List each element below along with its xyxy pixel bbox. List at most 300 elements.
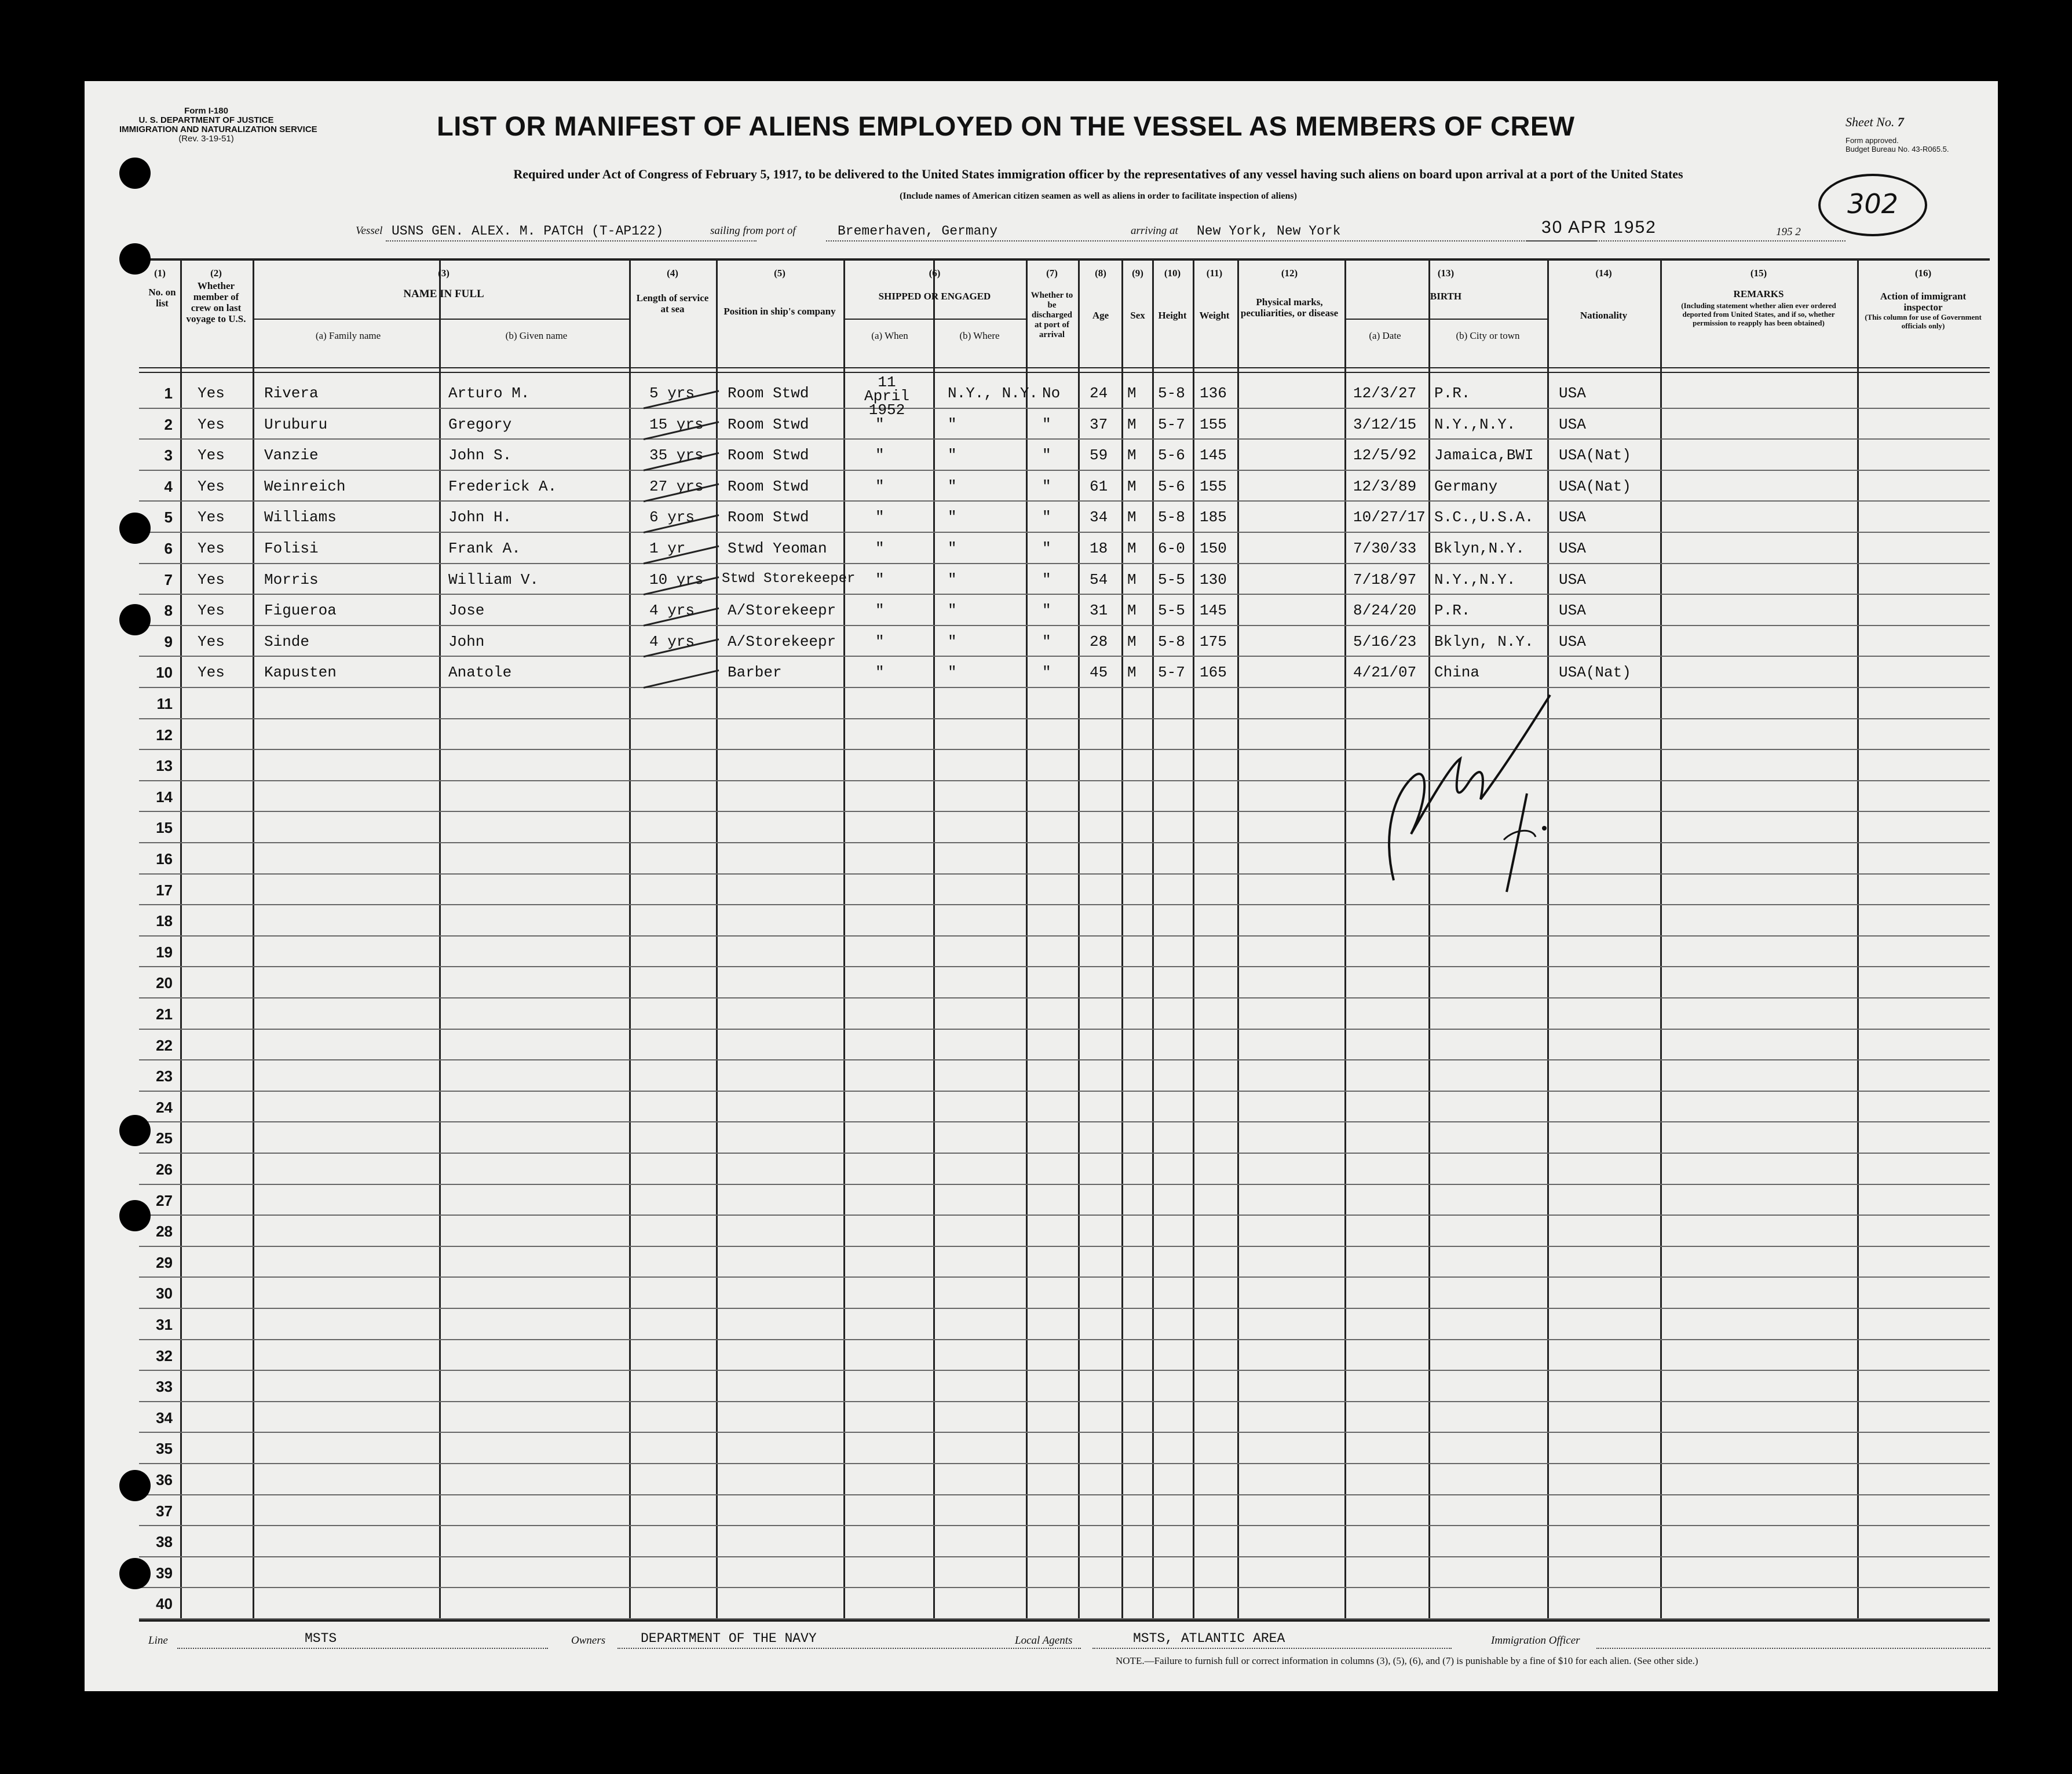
h1-num: (1) xyxy=(154,268,166,279)
header-subrule xyxy=(843,319,1026,320)
shipped-when: " xyxy=(875,447,885,464)
height: 5-6 xyxy=(1158,478,1185,495)
row-number: 15 xyxy=(156,819,173,836)
row-number: 7 xyxy=(164,571,173,588)
h3b-label: (b) Given name xyxy=(505,330,568,341)
row-number: 21 xyxy=(156,1005,173,1023)
row-number: 11 xyxy=(156,695,173,712)
position: Room Stwd xyxy=(728,447,809,464)
row-rule xyxy=(139,1029,1990,1030)
sheet-label: Sheet No. xyxy=(1846,115,1895,129)
officer-underline xyxy=(1596,1648,1990,1649)
sex: M xyxy=(1127,602,1137,619)
row-number: 16 xyxy=(156,850,173,868)
age: 61 xyxy=(1090,478,1108,495)
shipped-where: " xyxy=(948,540,957,557)
h2-num: (2) xyxy=(210,268,222,279)
crew-status: Yes xyxy=(198,571,225,588)
owners-value: DEPARTMENT OF THE NAVY xyxy=(641,1631,817,1646)
column-rule xyxy=(253,261,254,1622)
nationality: USA xyxy=(1559,633,1586,650)
h4-label: Length of service at sea xyxy=(636,292,709,314)
row-number: 38 xyxy=(156,1533,173,1550)
discharged-flag: " xyxy=(1042,571,1051,588)
row-number: 19 xyxy=(156,943,173,961)
birth-date: 12/5/92 xyxy=(1353,447,1417,464)
sheet-value: 7 xyxy=(1897,115,1904,129)
tally-stroke xyxy=(644,422,719,440)
age: 34 xyxy=(1090,509,1108,526)
line-underline xyxy=(177,1648,548,1649)
row-number: 39 xyxy=(156,1564,173,1582)
row-number: 4 xyxy=(164,478,173,495)
row-rule xyxy=(139,1246,1990,1247)
column-rule xyxy=(1152,261,1154,1622)
row-number: 8 xyxy=(164,602,173,619)
discharged-flag: " xyxy=(1042,509,1051,526)
family-name: Rivera xyxy=(264,385,319,402)
header-subrule xyxy=(1344,319,1547,320)
given-name: Jose xyxy=(448,602,485,619)
shipped-where: " xyxy=(948,509,957,526)
birth-date: 10/27/17 xyxy=(1353,509,1426,526)
h13b-label: (b) City or town xyxy=(1456,330,1520,341)
column-rule xyxy=(1193,261,1194,1622)
h1-label: No. on list xyxy=(148,287,176,309)
row-number: 28 xyxy=(156,1223,173,1240)
sheet-number xyxy=(1846,115,1904,130)
row-number: 2 xyxy=(164,416,173,433)
row-rule xyxy=(139,1091,1990,1092)
weight: 136 xyxy=(1200,385,1227,402)
row-number: 35 xyxy=(156,1440,173,1457)
birth-date: 12/3/89 xyxy=(1353,478,1417,495)
row-rule xyxy=(139,1401,1990,1402)
h3a-label: (a) Family name xyxy=(315,330,381,341)
h13-label: BIRTH xyxy=(1430,291,1462,302)
punch-hole xyxy=(119,158,151,189)
departure-port: Bremerhaven, Germany xyxy=(838,224,998,239)
shipped-when: " xyxy=(875,602,885,619)
position: Stwd Yeoman xyxy=(728,540,827,557)
row-rule xyxy=(139,749,1990,750)
h6-num: (6) xyxy=(929,268,941,279)
age: 54 xyxy=(1090,571,1108,588)
row-rule xyxy=(139,1184,1990,1185)
shipped-where: " xyxy=(948,447,957,464)
nationality: USA xyxy=(1559,385,1586,402)
tally-marks xyxy=(632,365,748,741)
row-number: 6 xyxy=(164,540,173,557)
h11-label: Weight xyxy=(1199,310,1230,321)
vessel-name: USNS GEN. ALEX. M. PATCH (T-AP122) xyxy=(392,224,664,239)
row-rule xyxy=(139,500,1990,502)
row-rule xyxy=(139,1463,1990,1464)
row-number: 34 xyxy=(156,1409,173,1426)
row-rule xyxy=(139,1494,1990,1495)
row-rule xyxy=(139,408,1990,409)
agents-label: Local Agents xyxy=(1015,1634,1073,1647)
height: 5-6 xyxy=(1158,447,1185,464)
height: 5-8 xyxy=(1158,633,1185,650)
h12-num: (12) xyxy=(1281,268,1298,279)
weight: 175 xyxy=(1200,633,1227,650)
h7-num: (7) xyxy=(1046,268,1058,279)
circled-number: 302 xyxy=(1818,174,1927,236)
discharged-flag: " xyxy=(1042,664,1051,681)
h16-note: (This column for use of Government officials only) xyxy=(1865,313,1982,330)
row-number: 18 xyxy=(156,912,173,930)
length-of-service: 10 yrs xyxy=(649,571,704,588)
birth-city: P.R. xyxy=(1434,385,1471,402)
tally-stroke xyxy=(644,577,719,595)
punch-hole xyxy=(119,604,151,635)
length-of-service: 4 yrs xyxy=(649,633,695,650)
form-id-block xyxy=(119,106,317,144)
form-dept: U. S. DEPARTMENT OF JUSTICE xyxy=(138,115,274,125)
row-number: 31 xyxy=(156,1316,173,1333)
family-name: Morris xyxy=(264,571,319,588)
birth-date: 12/3/27 xyxy=(1353,385,1417,402)
nationality: USA(Nat) xyxy=(1559,447,1631,464)
family-name: Vanzie xyxy=(264,447,319,464)
line-label: Line xyxy=(148,1634,168,1647)
row-rule xyxy=(139,1587,1990,1588)
row-rule xyxy=(139,1339,1990,1340)
nationality: USA xyxy=(1559,571,1586,588)
row-rule xyxy=(139,438,1990,440)
tally-stroke xyxy=(644,639,719,657)
length-of-service: 35 yrs xyxy=(649,447,704,464)
position: Room Stwd xyxy=(728,416,809,433)
header-rule xyxy=(139,372,1990,373)
birth-city: N.Y.,N.Y. xyxy=(1434,416,1516,433)
length-of-service: 4 yrs xyxy=(649,602,695,619)
h16-num: (16) xyxy=(1914,268,1932,279)
birth-date: 7/30/33 xyxy=(1353,540,1417,557)
page-title: LIST OR MANIFEST OF ALIENS EMPLOYED ON THE VESSEL AS MEMBERS OF CREW xyxy=(437,111,1575,141)
weight: 165 xyxy=(1200,664,1227,681)
sex: M xyxy=(1127,540,1137,557)
h9-num: (9) xyxy=(1132,268,1143,279)
weight: 150 xyxy=(1200,540,1227,557)
arrival-date-stamp: 30 APR 1952 xyxy=(1541,218,1657,237)
column-rule xyxy=(933,261,935,1622)
given-name: John xyxy=(448,633,485,650)
row-rule xyxy=(139,1432,1990,1433)
height: 5-5 xyxy=(1158,602,1185,619)
height: 5-8 xyxy=(1158,385,1185,402)
crew-status: Yes xyxy=(198,447,225,464)
length-of-service: 1 yr xyxy=(649,540,686,557)
crew-status: Yes xyxy=(198,602,225,619)
weight: 155 xyxy=(1200,478,1227,495)
subtitle: Required under Act of Congress of February 5, 1917, to be delivered to the United States immigration officer by the representatives of any vessel having such aliens on board upon arrival at a port of the United States xyxy=(513,167,1683,181)
birth-city: N.Y.,N.Y. xyxy=(1434,571,1516,588)
row-number: 23 xyxy=(156,1067,173,1085)
h7-label: Whether to be discharged at port of arrival xyxy=(1030,291,1073,339)
row-rule xyxy=(139,625,1990,626)
row-rule xyxy=(139,1308,1990,1309)
shipped-where: " xyxy=(948,664,957,681)
position: Stwd Storekeeper xyxy=(722,571,856,587)
crew-status: Yes xyxy=(198,540,225,557)
length-of-service: 5 yrs xyxy=(649,385,695,402)
discharged-flag: " xyxy=(1042,633,1051,650)
family-name: Sinde xyxy=(264,633,310,650)
given-name: Frederick A. xyxy=(448,478,557,495)
column-rule xyxy=(1344,261,1346,1622)
row-number: 10 xyxy=(156,664,173,681)
tally-stroke xyxy=(644,391,719,408)
budget-number: Budget Bureau No. 43-R065.5. xyxy=(1846,145,1949,153)
date-underline xyxy=(1527,240,1846,242)
family-name: Folisi xyxy=(264,540,319,557)
tally-stroke xyxy=(644,546,719,564)
row-rule xyxy=(139,594,1990,595)
tally-stroke xyxy=(644,670,719,687)
column-rule xyxy=(1428,261,1430,1622)
row-rule xyxy=(139,1618,1990,1619)
sex: M xyxy=(1127,664,1137,681)
arriving-label: arriving at xyxy=(1131,225,1178,237)
row-rule xyxy=(139,811,1990,812)
shipped-when: " xyxy=(875,416,885,433)
owners-label: Owners xyxy=(571,1634,606,1647)
tally-stroke xyxy=(644,453,719,470)
length-of-service: 15 yrs xyxy=(649,416,704,433)
height: 5-5 xyxy=(1158,571,1185,588)
arrival-port: New York, New York xyxy=(1197,224,1341,239)
height: 5-7 xyxy=(1158,664,1185,681)
column-rule xyxy=(1026,261,1028,1622)
punch-hole xyxy=(119,1470,151,1501)
weight: 185 xyxy=(1200,509,1227,526)
row-rule xyxy=(139,470,1990,471)
row-rule xyxy=(139,966,1990,967)
row-number: 9 xyxy=(164,633,173,650)
table-top-border xyxy=(139,258,1990,261)
row-number: 13 xyxy=(156,757,173,774)
height: 5-8 xyxy=(1158,509,1185,526)
sex: M xyxy=(1127,571,1137,588)
table-bottom-border xyxy=(139,1619,1990,1622)
h6b-label: (b) Where xyxy=(959,330,1000,341)
crew-status: Yes xyxy=(198,478,225,495)
punch-hole xyxy=(119,513,151,544)
approval-text: Form approved. xyxy=(1846,136,1899,145)
inspector-signature xyxy=(1359,660,1567,909)
port-underline xyxy=(826,240,1214,242)
family-name: Williams xyxy=(264,509,337,526)
row-rule xyxy=(139,1121,1990,1122)
row-rule xyxy=(139,532,1990,533)
h6a-label: (a) When xyxy=(871,330,908,341)
row-number: 3 xyxy=(164,447,173,464)
h8-num: (8) xyxy=(1095,268,1106,279)
given-name: Anatole xyxy=(448,664,512,681)
h3-num: (3) xyxy=(438,268,450,279)
shipped-where: N.Y., N.Y. xyxy=(948,385,1039,402)
vessel-label: Vessel xyxy=(356,225,383,237)
agents-value: MSTS, ATLANTIC AREA xyxy=(1133,1631,1285,1646)
row-rule xyxy=(139,842,1990,843)
position: Room Stwd xyxy=(728,509,809,526)
nationality: USA xyxy=(1559,602,1586,619)
shipped-when: " xyxy=(875,540,885,557)
given-name: John S. xyxy=(448,447,512,464)
birth-city: P.R. xyxy=(1434,602,1471,619)
row-number: 37 xyxy=(156,1502,173,1520)
shipped-when: " xyxy=(875,478,885,495)
family-name: Uruburu xyxy=(264,416,328,433)
family-name: Kapusten xyxy=(264,664,337,681)
row-number: 33 xyxy=(156,1378,173,1395)
birth-city: Germany xyxy=(1434,478,1498,495)
row-number: 26 xyxy=(156,1161,173,1178)
row-number: 36 xyxy=(156,1471,173,1488)
form-service: IMMIGRATION AND NATURALIZATION SERVICE xyxy=(119,125,317,134)
h15-note: (Including statement whether alien ever ordered deported from United States, and if so, whether permission to reapply has been obtained) xyxy=(1681,301,1836,327)
h13-num: (13) xyxy=(1437,268,1455,279)
crew-status: Yes xyxy=(198,664,225,681)
h6-label: SHIPPED OR ENGAGED xyxy=(878,291,991,302)
column-rule xyxy=(1857,261,1859,1622)
row-number: 1 xyxy=(164,385,173,402)
h5-label: Position in ship's company xyxy=(723,306,836,317)
shipped-where: " xyxy=(948,633,957,650)
position: A/Storekeepr xyxy=(728,602,836,619)
punch-hole xyxy=(119,1115,151,1146)
weight: 130 xyxy=(1200,571,1227,588)
column-rule xyxy=(843,261,845,1622)
year: 195 2 xyxy=(1776,226,1801,238)
h10-label: Height xyxy=(1158,310,1187,321)
column-rule xyxy=(629,261,631,1622)
tally-stroke xyxy=(644,484,719,502)
h15-label: REMARKS xyxy=(1733,288,1784,299)
given-name: Frank A. xyxy=(448,540,521,557)
discharged-flag: " xyxy=(1042,602,1051,619)
sex: M xyxy=(1127,509,1137,526)
row-rule xyxy=(139,1525,1990,1526)
nationality: USA xyxy=(1559,509,1586,526)
row-rule xyxy=(139,656,1990,657)
h4-num: (4) xyxy=(667,268,678,279)
given-name: William V. xyxy=(448,571,539,588)
nationality: USA(Nat) xyxy=(1559,664,1631,681)
row-number: 20 xyxy=(156,974,173,992)
position: Room Stwd xyxy=(728,385,809,402)
shipped-when: " xyxy=(875,509,885,526)
sailing-label: sailing from port of xyxy=(710,225,796,237)
h16-label: Action of immigrant inspector xyxy=(1880,291,1967,313)
row-number: 27 xyxy=(156,1192,173,1209)
subtitle-note: (Include names of American citizen seamen as well as aliens in order to facilitate inspection of aliens) xyxy=(900,191,1297,201)
punch-hole xyxy=(119,243,151,275)
column-rule xyxy=(180,261,182,1622)
h5-num: (5) xyxy=(774,268,785,279)
family-name: Figueroa xyxy=(264,602,337,619)
row-rule xyxy=(139,1276,1990,1278)
row-number: 32 xyxy=(156,1347,173,1365)
agents-underline xyxy=(1092,1648,1452,1649)
h15-num: (15) xyxy=(1750,268,1767,279)
row-number: 40 xyxy=(156,1595,173,1612)
form-number: Form I-180 xyxy=(184,106,228,116)
discharged-flag: " xyxy=(1042,540,1051,557)
discharged-flag: " xyxy=(1042,478,1051,495)
discharged-flag: " xyxy=(1042,416,1051,433)
row-number: 14 xyxy=(156,788,173,806)
form-rev: (Rev. 3-19-51) xyxy=(178,134,234,144)
nationality: USA xyxy=(1559,540,1586,557)
header-rule xyxy=(139,367,1990,368)
age: 18 xyxy=(1090,540,1108,557)
shipped-where: " xyxy=(948,602,957,619)
row-rule xyxy=(139,873,1990,875)
tally-stroke xyxy=(644,515,719,532)
row-rule xyxy=(139,997,1990,998)
position: Room Stwd xyxy=(728,478,809,495)
row-rule xyxy=(139,1556,1990,1557)
height: 5-7 xyxy=(1158,416,1185,433)
row-number: 17 xyxy=(156,881,173,899)
header-subrule xyxy=(253,319,629,320)
row-number: 24 xyxy=(156,1099,173,1116)
row-rule xyxy=(139,1059,1990,1060)
length-of-service: 27 yrs xyxy=(649,478,704,495)
row-rule xyxy=(139,563,1990,564)
crew-status: Yes xyxy=(198,509,225,526)
length-of-service: 6 yrs xyxy=(649,509,695,526)
h10-num: (10) xyxy=(1164,268,1181,279)
nationality: USA xyxy=(1559,416,1586,433)
manifest-sheet xyxy=(85,81,1998,1691)
position: A/Storekeepr xyxy=(728,633,836,650)
crew-status: Yes xyxy=(198,416,225,433)
sex: M xyxy=(1127,385,1137,402)
sex: M xyxy=(1127,478,1137,495)
shipped-when: " xyxy=(875,664,885,681)
discharged-flag: " xyxy=(1042,447,1051,464)
crew-status: Yes xyxy=(198,385,225,402)
birth-city: China xyxy=(1434,664,1480,681)
discharged-flag: No xyxy=(1042,385,1061,402)
age: 59 xyxy=(1090,447,1108,464)
h8-label: Age xyxy=(1092,310,1109,321)
row-rule xyxy=(139,687,1990,688)
birth-city: Bklyn, N.Y. xyxy=(1434,633,1534,650)
tally-stroke xyxy=(644,608,719,626)
h9-label: Sex xyxy=(1130,310,1145,321)
column-rule xyxy=(1237,261,1239,1622)
h11-num: (11) xyxy=(1206,268,1223,279)
shipped-where: " xyxy=(948,416,957,433)
column-rule xyxy=(1078,261,1080,1622)
row-rule xyxy=(139,935,1990,937)
given-name: John H. xyxy=(448,509,512,526)
row-rule xyxy=(139,718,1990,719)
row-rule xyxy=(139,904,1990,905)
column-rule xyxy=(1660,261,1662,1622)
h13a-label: (a) Date xyxy=(1369,330,1401,341)
vessel-underline xyxy=(386,240,757,242)
punch-hole xyxy=(119,1200,151,1231)
sex: M xyxy=(1127,633,1137,650)
family-name: Weinreich xyxy=(264,478,346,495)
h2-label: Whether member of crew on last voyage to U.S. xyxy=(186,280,246,324)
